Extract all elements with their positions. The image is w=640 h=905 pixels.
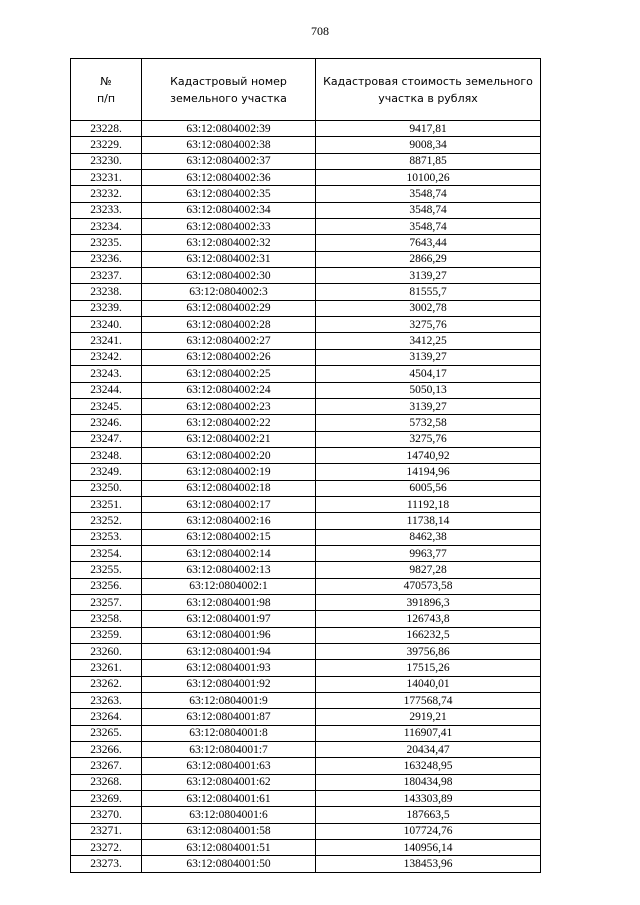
table-row <box>71 431 541 447</box>
table-row <box>71 627 541 643</box>
table-row <box>71 121 541 137</box>
header-cadastral-number <box>142 59 316 121</box>
table-row <box>71 464 541 480</box>
cadastral-number-cell: 63:12:0804001:92 <box>142 676 316 692</box>
cadastral-number-cell: 63:12:0804002:23 <box>142 398 316 414</box>
cadastral-value-cell: 14194,96 <box>316 464 541 480</box>
cadastral-value-cell: 3412,25 <box>316 333 541 349</box>
cadastral-value-cell: 9827,28 <box>316 562 541 578</box>
cadastral-value-cell: 3548,74 <box>316 202 541 218</box>
row-number-cell: 23267. <box>71 758 142 774</box>
cadastral-number-cell: 63:12:0804002:39 <box>142 121 316 137</box>
table-row <box>71 758 541 774</box>
table-row <box>71 268 541 284</box>
table-row <box>71 742 541 758</box>
row-number-cell: 23266. <box>71 742 142 758</box>
table-row <box>71 644 541 660</box>
cadastral-number-cell: 63:12:0804002:1 <box>142 578 316 594</box>
header-line: Кадастровая стоимость земельного <box>323 74 533 88</box>
row-number-cell: 23238. <box>71 284 142 300</box>
table-row <box>71 693 541 709</box>
cadastral-value-cell: 3139,27 <box>316 398 541 414</box>
cadastral-number-cell: 63:12:0804001:63 <box>142 758 316 774</box>
cadastral-value-cell: 9008,34 <box>316 137 541 153</box>
table-row <box>71 447 541 463</box>
cadastral-number-cell: 63:12:0804001:62 <box>142 774 316 790</box>
cadastral-number-cell: 63:12:0804002:31 <box>142 251 316 267</box>
cadastral-value-cell: 3139,27 <box>316 268 541 284</box>
cadastral-number-cell: 63:12:0804001:51 <box>142 840 316 856</box>
row-number-cell: 23254. <box>71 545 142 561</box>
table-row <box>71 545 541 561</box>
cadastral-value-cell: 39756,86 <box>316 644 541 660</box>
cadastral-value-cell: 3139,27 <box>316 349 541 365</box>
cadastral-value-cell: 9417,81 <box>316 121 541 137</box>
cadastral-number-cell: 63:12:0804001:9 <box>142 693 316 709</box>
cadastral-number-cell: 63:12:0804001:61 <box>142 791 316 807</box>
row-number-cell: 23229. <box>71 137 142 153</box>
cadastral-value-cell: 116907,41 <box>316 725 541 741</box>
table-row <box>71 480 541 496</box>
cadastral-number-cell: 63:12:0804002:19 <box>142 464 316 480</box>
table-row <box>71 333 541 349</box>
header-row-number <box>71 59 142 121</box>
cadastral-number-cell: 63:12:0804002:18 <box>142 480 316 496</box>
cadastral-number-cell: 63:12:0804002:36 <box>142 170 316 186</box>
row-number-cell: 23230. <box>71 153 142 169</box>
cadastral-number-cell: 63:12:0804002:37 <box>142 153 316 169</box>
cadastral-value-cell: 138453,96 <box>316 856 541 872</box>
cadastral-value-cell: 177568,74 <box>316 693 541 709</box>
header-cadastral-value <box>316 59 541 121</box>
cadastral-number-cell: 63:12:0804002:21 <box>142 431 316 447</box>
cadastral-number-cell: 63:12:0804002:13 <box>142 562 316 578</box>
row-number-cell: 23273. <box>71 856 142 872</box>
cadastral-number-cell: 63:12:0804001:7 <box>142 742 316 758</box>
table-row <box>71 676 541 692</box>
table-row <box>71 219 541 235</box>
row-number-cell: 23249. <box>71 464 142 480</box>
cadastral-value-cell: 2866,29 <box>316 251 541 267</box>
cadastral-value-cell: 11192,18 <box>316 496 541 512</box>
table-row <box>71 153 541 169</box>
cadastral-value-cell: 3275,76 <box>316 317 541 333</box>
cadastral-number-cell: 63:12:0804002:38 <box>142 137 316 153</box>
table-row <box>71 823 541 839</box>
table-row <box>71 856 541 872</box>
row-number-cell: 23258. <box>71 611 142 627</box>
cadastral-number-cell: 63:12:0804002:35 <box>142 186 316 202</box>
cadastral-value-cell: 3002,78 <box>316 300 541 316</box>
cadastral-value-cell: 2919,21 <box>316 709 541 725</box>
table-row <box>71 170 541 186</box>
table-row <box>71 137 541 153</box>
row-number-cell: 23250. <box>71 480 142 496</box>
cadastral-number-cell: 63:12:0804001:93 <box>142 660 316 676</box>
table-row <box>71 300 541 316</box>
table-row <box>71 562 541 578</box>
table-row <box>71 660 541 676</box>
cadastral-number-cell: 63:12:0804002:16 <box>142 513 316 529</box>
cadastral-value-cell: 14040,01 <box>316 676 541 692</box>
cadastral-value-cell: 14740,92 <box>316 447 541 463</box>
row-number-cell: 23240. <box>71 317 142 333</box>
row-number-cell: 23248. <box>71 447 142 463</box>
table-row <box>71 235 541 251</box>
table-row <box>71 578 541 594</box>
cadastral-value-cell: 187663,5 <box>316 807 541 823</box>
cadastral-number-cell: 63:12:0804001:58 <box>142 823 316 839</box>
table-row <box>71 496 541 512</box>
cadastral-number-cell: 63:12:0804001:8 <box>142 725 316 741</box>
cadastral-value-cell: 6005,56 <box>316 480 541 496</box>
header-line: п/п <box>96 91 116 105</box>
cadastral-value-cell: 5050,13 <box>316 382 541 398</box>
table-row <box>71 349 541 365</box>
cadastral-number-cell: 63:12:0804002:33 <box>142 219 316 235</box>
cadastral-value-cell: 140956,14 <box>316 840 541 856</box>
cadastral-number-cell: 63:12:0804002:32 <box>142 235 316 251</box>
cadastral-value-cell: 17515,26 <box>316 660 541 676</box>
table-row <box>71 611 541 627</box>
cadastral-value-cell: 163248,95 <box>316 758 541 774</box>
cadastral-number-cell: 63:12:0804002:25 <box>142 366 316 382</box>
row-number-cell: 23239. <box>71 300 142 316</box>
cadastral-value-cell: 391896,3 <box>316 594 541 610</box>
row-number-cell: 23244. <box>71 382 142 398</box>
cadastral-number-cell: 63:12:0804002:22 <box>142 415 316 431</box>
row-number-cell: 23259. <box>71 627 142 643</box>
cadastral-value-cell: 143303,89 <box>316 791 541 807</box>
row-number-cell: 23262. <box>71 676 142 692</box>
cadastral-number-cell: 63:12:0804001:6 <box>142 807 316 823</box>
row-number-cell: 23268. <box>71 774 142 790</box>
row-number-cell: 23264. <box>71 709 142 725</box>
table-row <box>71 807 541 823</box>
cadastral-number-cell: 63:12:0804001:50 <box>142 856 316 872</box>
cadastral-value-cell: 81555,7 <box>316 284 541 300</box>
table-row <box>71 529 541 545</box>
cadastral-number-cell: 63:12:0804002:30 <box>142 268 316 284</box>
row-number-cell: 23236. <box>71 251 142 267</box>
table-body <box>71 121 541 873</box>
cadastral-value-cell: 20434,47 <box>316 742 541 758</box>
table-header-row <box>71 59 541 121</box>
row-number-cell: 23235. <box>71 235 142 251</box>
cadastral-number-cell: 63:12:0804002:15 <box>142 529 316 545</box>
row-number-cell: 23247. <box>71 431 142 447</box>
row-number-cell: 23242. <box>71 349 142 365</box>
row-number-cell: 23243. <box>71 366 142 382</box>
cadastral-value-cell: 7643,44 <box>316 235 541 251</box>
cadastral-value-cell: 107724,76 <box>316 823 541 839</box>
cadastral-number-cell: 63:12:0804002:34 <box>142 202 316 218</box>
table-row <box>71 840 541 856</box>
row-number-cell: 23253. <box>71 529 142 545</box>
cadastral-number-cell: 63:12:0804001:87 <box>142 709 316 725</box>
row-number-cell: 23246. <box>71 415 142 431</box>
table-row <box>71 725 541 741</box>
cadastral-value-cell: 3275,76 <box>316 431 541 447</box>
table-row <box>71 382 541 398</box>
table-row <box>71 415 541 431</box>
cadastral-value-cell: 126743,8 <box>316 611 541 627</box>
row-number-cell: 23257. <box>71 594 142 610</box>
header-line: участка в рублях <box>378 91 478 105</box>
row-number-cell: 23255. <box>71 562 142 578</box>
table-row <box>71 366 541 382</box>
cadastral-value-cell: 8871,85 <box>316 153 541 169</box>
row-number-cell: 23263. <box>71 693 142 709</box>
cadastral-value-cell: 5732,58 <box>316 415 541 431</box>
cadastral-number-cell: 63:12:0804002:24 <box>142 382 316 398</box>
cadastral-number-cell: 63:12:0804001:94 <box>142 644 316 660</box>
table-row <box>71 709 541 725</box>
table-row <box>71 186 541 202</box>
cadastral-value-cell: 9963,77 <box>316 545 541 561</box>
row-number-cell: 23271. <box>71 823 142 839</box>
table-row <box>71 513 541 529</box>
row-number-cell: 23234. <box>71 219 142 235</box>
cadastral-number-cell: 63:12:0804001:98 <box>142 594 316 610</box>
cadastral-value-cell: 180434,98 <box>316 774 541 790</box>
row-number-cell: 23256. <box>71 578 142 594</box>
cadastral-value-cell: 3548,74 <box>316 219 541 235</box>
table-row <box>71 791 541 807</box>
page-number: 708 <box>311 24 329 38</box>
table-row <box>71 594 541 610</box>
cadastral-value-cell: 3548,74 <box>316 186 541 202</box>
row-number-cell: 23260. <box>71 644 142 660</box>
cadastral-value-cell: 10100,26 <box>316 170 541 186</box>
cadastral-number-cell: 63:12:0804002:28 <box>142 317 316 333</box>
row-number-cell: 23231. <box>71 170 142 186</box>
row-number-cell: 23232. <box>71 186 142 202</box>
table-row <box>71 202 541 218</box>
cadastral-value-cell: 4504,17 <box>316 366 541 382</box>
cadastral-number-cell: 63:12:0804001:96 <box>142 627 316 643</box>
row-number-cell: 23270. <box>71 807 142 823</box>
cadastral-number-cell: 63:12:0804001:97 <box>142 611 316 627</box>
header-line: Кадастровый номер <box>170 74 287 88</box>
cadastral-number-cell: 63:12:0804002:26 <box>142 349 316 365</box>
table-row <box>71 284 541 300</box>
cadastral-value-cell: 11738,14 <box>316 513 541 529</box>
row-number-cell: 23245. <box>71 398 142 414</box>
table-row <box>71 317 541 333</box>
cadastral-value-table <box>70 58 541 873</box>
row-number-cell: 23233. <box>71 202 142 218</box>
header-line: земельного участка <box>170 91 287 105</box>
row-number-cell: 23261. <box>71 660 142 676</box>
cadastral-number-cell: 63:12:0804002:20 <box>142 447 316 463</box>
table-row <box>71 251 541 267</box>
cadastral-number-cell: 63:12:0804002:3 <box>142 284 316 300</box>
cadastral-number-cell: 63:12:0804002:27 <box>142 333 316 349</box>
row-number-cell: 23251. <box>71 496 142 512</box>
row-number-cell: 23269. <box>71 791 142 807</box>
header-line: № <box>100 74 112 88</box>
cadastral-value-cell: 8462,38 <box>316 529 541 545</box>
cadastral-number-cell: 63:12:0804002:17 <box>142 496 316 512</box>
table-row <box>71 774 541 790</box>
cadastral-value-cell: 470573,58 <box>316 578 541 594</box>
cadastral-number-cell: 63:12:0804002:14 <box>142 545 316 561</box>
table-row <box>71 398 541 414</box>
row-number-cell: 23265. <box>71 725 142 741</box>
row-number-cell: 23237. <box>71 268 142 284</box>
cadastral-value-cell: 166232,5 <box>316 627 541 643</box>
row-number-cell: 23252. <box>71 513 142 529</box>
cadastral-number-cell: 63:12:0804002:29 <box>142 300 316 316</box>
row-number-cell: 23272. <box>71 840 142 856</box>
row-number-cell: 23228. <box>71 121 142 137</box>
row-number-cell: 23241. <box>71 333 142 349</box>
